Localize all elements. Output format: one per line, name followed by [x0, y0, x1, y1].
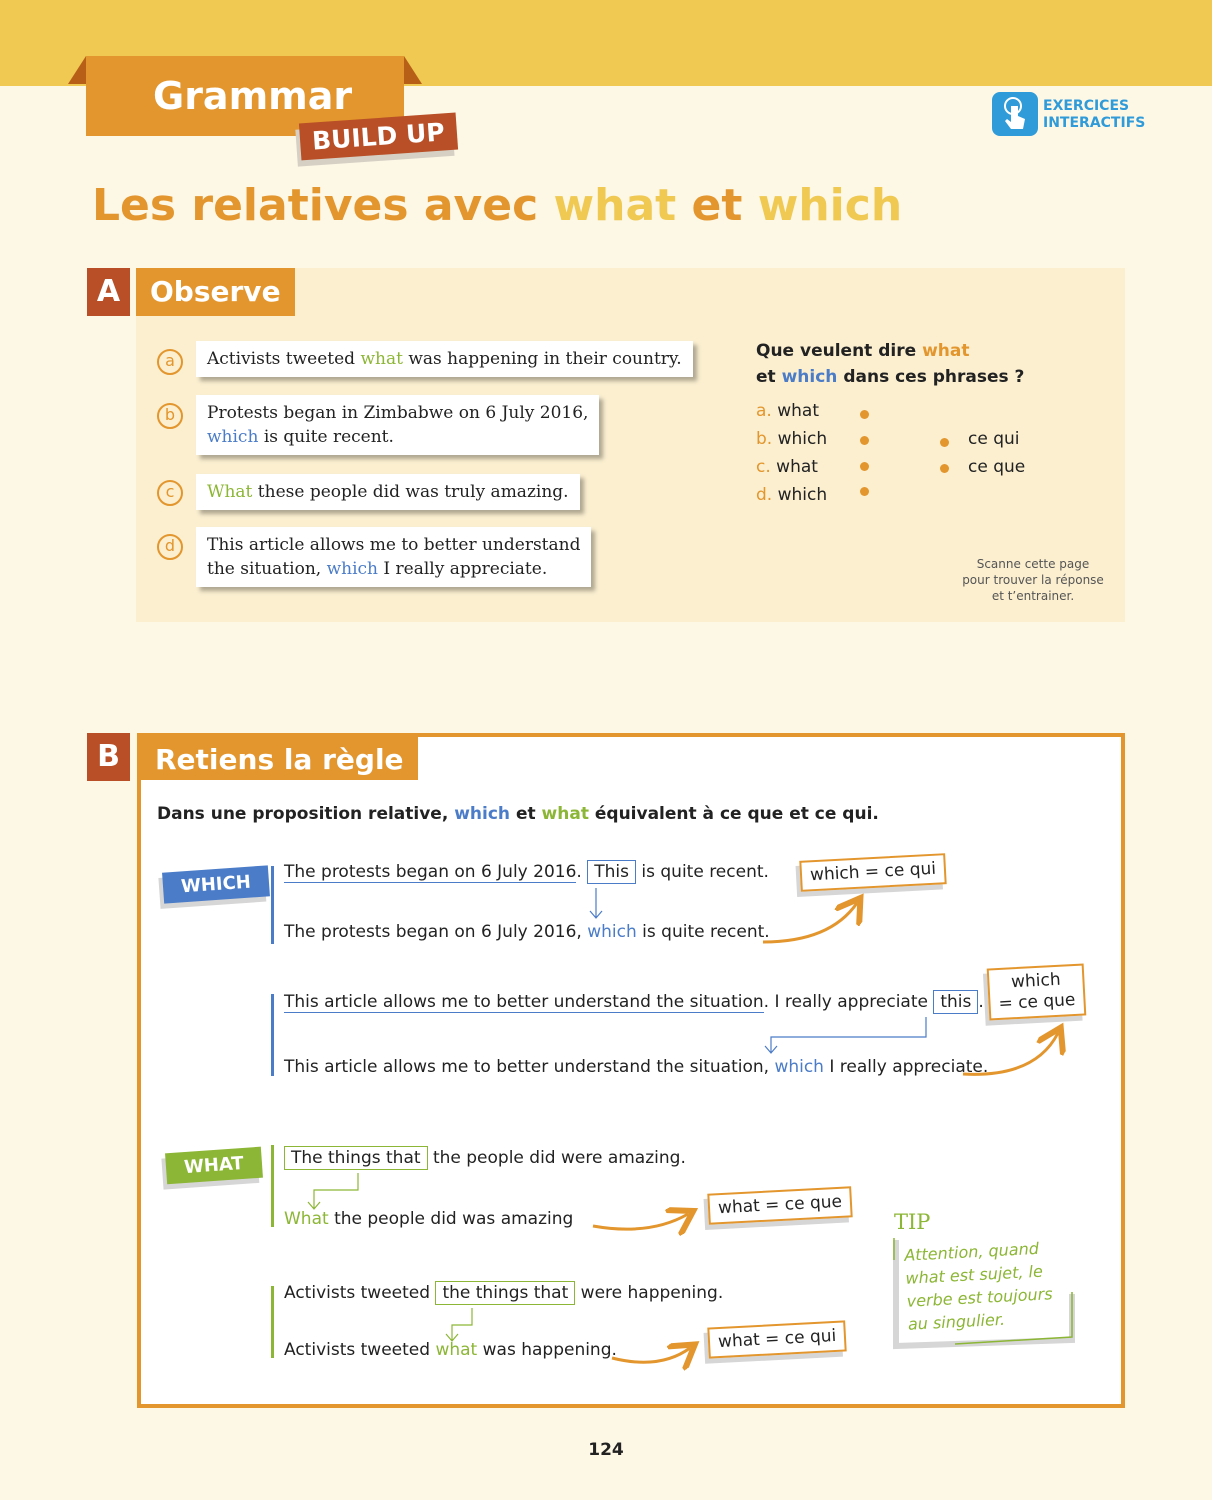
interactifs-text: INTERACTIFS: [1043, 115, 1146, 131]
scan-line-2: pour trouver la réponse: [962, 573, 1104, 587]
example-d-key: which: [326, 559, 379, 579]
tip-line-3: verbe est toujours: [906, 1284, 1054, 1311]
example-a-marker: a: [157, 349, 183, 375]
example-b-marker: b: [157, 403, 183, 429]
h2-boxed: the things that: [435, 1281, 575, 1305]
what-ce-qui-result: what = ce qui: [707, 1320, 847, 1358]
w2-boxed: this: [933, 990, 978, 1014]
h1-l2-post: the people did was amazing: [328, 1209, 574, 1229]
h1-post: the people did were amazing.: [427, 1148, 686, 1168]
tip-text: [904, 1236, 1055, 1336]
h2-l1-pre: Activists tweeted: [284, 1283, 436, 1303]
title-which: which: [757, 180, 903, 231]
w2-l2-pre: This article allows me to better understand the situation,: [284, 1057, 775, 1077]
example-c-marker: c: [157, 480, 183, 506]
build-up-label: BUILD UP: [299, 113, 458, 161]
page-number: 124: [588, 1440, 624, 1460]
section-a-title: Observe: [136, 268, 295, 316]
match-letter: b.: [756, 429, 773, 449]
h2-post: were happening.: [575, 1283, 724, 1303]
match-letter: a.: [756, 401, 772, 421]
w1-dot: .: [576, 862, 582, 882]
h2-l2-key: what: [435, 1340, 478, 1360]
tip-line-4: au singulier.: [907, 1309, 1006, 1334]
which-tag: WHICH: [162, 865, 270, 903]
example-a-post: was happening in their country.: [402, 349, 682, 369]
example-b-line1: Protests began in Zimbabwe on 6 July 2016,: [207, 403, 589, 423]
match-word: what: [777, 401, 819, 421]
w1-post: is quite recent.: [635, 862, 769, 882]
intro-which: which: [454, 804, 511, 824]
example-d-pre: the situation,: [207, 559, 327, 579]
w2-result-l2: = ce que: [998, 989, 1076, 1014]
example-b-key: which: [207, 427, 259, 447]
example-d-line1: This article allows me to better understand: [207, 535, 581, 555]
section-b-letter: B: [87, 733, 130, 781]
question-l2-post: dans ces phrases ?: [837, 367, 1025, 387]
example-a-key: what: [360, 349, 403, 369]
section-a-letter: A: [87, 268, 130, 316]
scan-line-3: et t’entrainer.: [991, 589, 1075, 603]
example-d-marker: d: [157, 534, 183, 560]
w1-underlined: The protests began on 6 July 2016: [284, 862, 577, 882]
h1-l2-key: What: [284, 1209, 329, 1229]
exercices-text: EXERCICES: [1043, 98, 1130, 114]
match-letter: c.: [756, 457, 771, 477]
w2-result-l1: which: [1010, 969, 1062, 993]
match-word: which: [777, 429, 828, 449]
intro-what: what: [541, 804, 589, 824]
what-ce-que-result: what = ce que: [707, 1186, 852, 1224]
tip-line-1: Attention, quand: [903, 1238, 1040, 1265]
match-target-ce-qui: ce qui: [968, 429, 1020, 449]
question-l2-pre: et: [756, 367, 782, 387]
match-target-ce-que: ce que: [968, 457, 1026, 477]
h2-l2-post: was happening.: [477, 1340, 617, 1360]
example-a-pre: Activists tweeted: [207, 349, 361, 369]
question-which: which: [781, 367, 838, 387]
w2-l2-post: I really appreciate.: [823, 1057, 989, 1077]
tip-line-2: what est sujet, le: [905, 1261, 1044, 1288]
tip-title: TIP: [894, 1210, 931, 1234]
section-b-title: Retiens la règle: [141, 737, 418, 780]
intro-pre: Dans une proposition relative,: [157, 804, 455, 824]
w2-l2-key: which: [774, 1057, 824, 1077]
what-tag: WHAT: [165, 1147, 263, 1185]
scan-line-1: Scanne cette page: [976, 557, 1090, 571]
intro-mid: et: [510, 804, 542, 824]
w1-l2-key: which: [587, 922, 637, 942]
w2-underlined: This article allows me to better understand the situation: [284, 992, 764, 1012]
title-et: et: [676, 180, 758, 231]
intro-post: équivalent à ce que et ce qui.: [588, 804, 879, 824]
w2-mid: . I really appreciate: [763, 992, 934, 1012]
which-ce-qui-result: which = ce qui: [799, 853, 947, 892]
question-l1-pre: Que veulent dire: [756, 341, 923, 361]
w2-end: .: [978, 992, 984, 1012]
w1-l2-pre: The protests began on 6 July 2016,: [284, 922, 588, 942]
w1-l2-post: is quite recent.: [636, 922, 770, 942]
match-letter: d.: [756, 485, 773, 505]
w1-boxed: This: [587, 860, 636, 884]
title-what: what: [553, 180, 677, 231]
title-part1: Les relatives avec: [92, 180, 554, 231]
example-c-key: What: [207, 482, 253, 502]
example-b-post: is quite recent.: [258, 427, 394, 447]
match-word: which: [777, 485, 828, 505]
grammar-heading: Grammar: [153, 74, 353, 118]
match-word: what: [776, 457, 818, 477]
question-what: what: [922, 341, 970, 361]
h1-boxed: The things that: [284, 1146, 428, 1170]
h2-l2-pre: Activists tweeted: [284, 1340, 436, 1360]
example-c-post: these people did was truly amazing.: [252, 482, 569, 502]
example-d-post: I really appreciate.: [378, 559, 548, 579]
